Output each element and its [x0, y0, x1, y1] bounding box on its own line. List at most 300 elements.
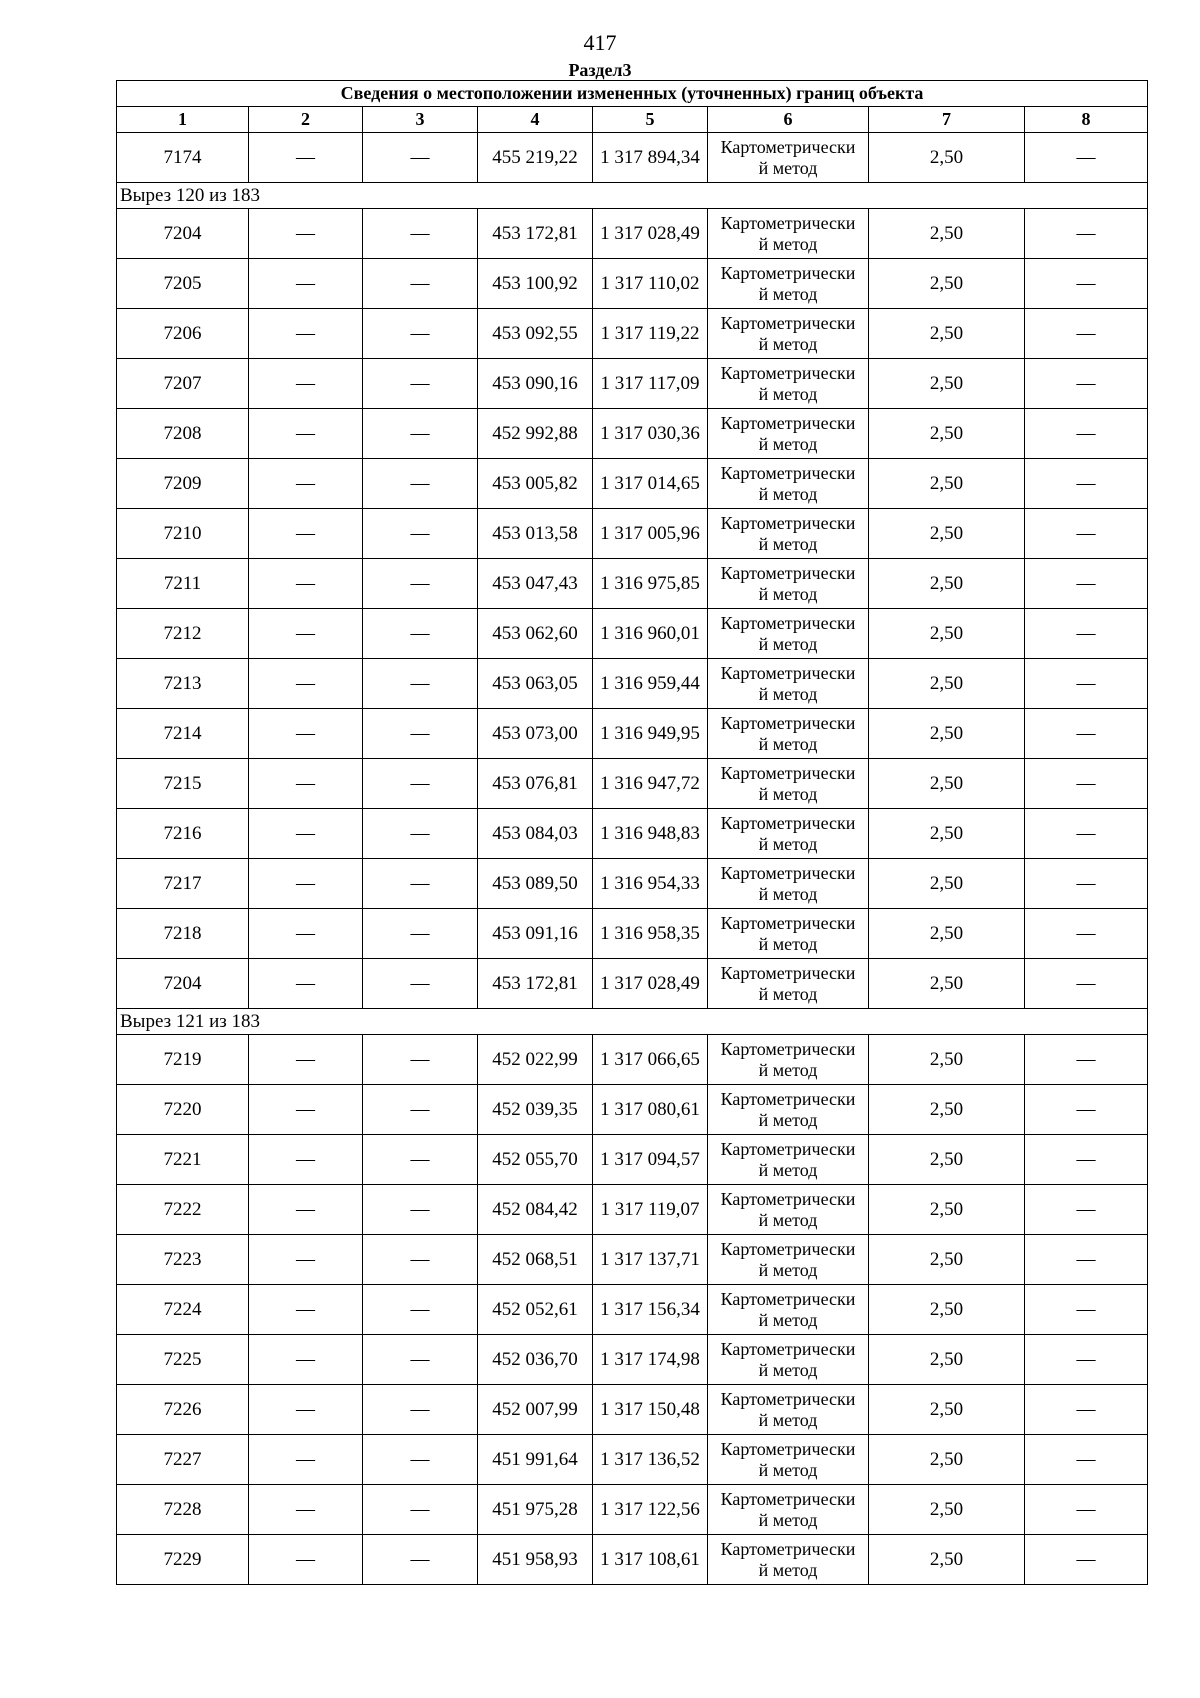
col3-dash-cell: —: [363, 1285, 478, 1335]
y-coordinate-cell: 1 316 949,95: [593, 709, 708, 759]
point-number-cell: 7224: [117, 1285, 249, 1335]
method-cell: [708, 1535, 869, 1585]
method-line2: й метод: [758, 633, 818, 654]
point-number-cell: 7226: [117, 1385, 249, 1435]
method-cell: [708, 1335, 869, 1385]
col3-dash-cell: —: [363, 309, 478, 359]
cutout-row: [117, 183, 1148, 209]
col2-dash-cell: —: [249, 133, 363, 183]
point-number-cell: 7204: [117, 959, 249, 1009]
point-number-cell: 7219: [117, 1035, 249, 1085]
col2-dash-cell: —: [249, 459, 363, 509]
y-coordinate-cell: 1 317 110,02: [593, 259, 708, 309]
accuracy-cell: 2,50: [869, 759, 1025, 809]
col8-dash-cell: —: [1025, 1335, 1148, 1385]
y-coordinate-cell: 1 317 080,61: [593, 1085, 708, 1135]
col8-dash-cell: —: [1025, 133, 1148, 183]
x-coordinate-cell: 453 005,82: [478, 459, 593, 509]
col2-dash-cell: —: [249, 1285, 363, 1335]
table-caption-row: [117, 81, 1148, 107]
accuracy-cell: 2,50: [869, 809, 1025, 859]
col3-dash-cell: —: [363, 1535, 478, 1585]
method-line2: й метод: [758, 1459, 818, 1480]
y-coordinate-cell: 1 317 156,34: [593, 1285, 708, 1335]
method-line2: й метод: [758, 733, 818, 754]
col8-dash-cell: —: [1025, 1235, 1148, 1285]
col3-dash-cell: —: [363, 1435, 478, 1485]
col3-dash-cell: —: [363, 1185, 478, 1235]
y-coordinate-cell: 1 317 119,07: [593, 1185, 708, 1235]
accuracy-cell: 2,50: [869, 1485, 1025, 1535]
point-number-cell: 7206: [117, 309, 249, 359]
method-line2: й метод: [758, 1559, 818, 1580]
method-cell: [708, 1235, 869, 1285]
method-line1: Картометрически: [720, 1088, 856, 1109]
col8-dash-cell: —: [1025, 1535, 1148, 1585]
col2-dash-cell: —: [249, 709, 363, 759]
method-line1: Картометрически: [720, 1388, 856, 1409]
point-number-cell: 7204: [117, 209, 249, 259]
method-line2: й метод: [758, 1259, 818, 1280]
y-coordinate-cell: 1 316 975,85: [593, 559, 708, 609]
col8-dash-cell: —: [1025, 409, 1148, 459]
accuracy-cell: 2,50: [869, 709, 1025, 759]
table-row: [117, 359, 1148, 409]
cutout-label: Вырез 121 из 183: [117, 1009, 1148, 1035]
table-row: [117, 509, 1148, 559]
col8-dash-cell: —: [1025, 209, 1148, 259]
col2-dash-cell: —: [249, 1035, 363, 1085]
col3-dash-cell: —: [363, 609, 478, 659]
point-number-cell: 7208: [117, 409, 249, 459]
method-line1: Картометрически: [720, 1238, 856, 1259]
table-row: [117, 1135, 1148, 1185]
accuracy-cell: 2,50: [869, 1535, 1025, 1585]
method-line1: Картометрически: [720, 1438, 856, 1459]
column-header: 3: [363, 107, 478, 133]
point-number-cell: 7229: [117, 1535, 249, 1585]
col3-dash-cell: —: [363, 909, 478, 959]
y-coordinate-cell: 1 317 150,48: [593, 1385, 708, 1435]
method-line1: Картометрически: [720, 1188, 856, 1209]
col8-dash-cell: —: [1025, 459, 1148, 509]
col3-dash-cell: —: [363, 1085, 478, 1135]
col3-dash-cell: —: [363, 259, 478, 309]
method-line1: Картометрически: [720, 562, 856, 583]
point-number-cell: 7217: [117, 859, 249, 909]
accuracy-cell: 2,50: [869, 909, 1025, 959]
table-row: [117, 209, 1148, 259]
method-line1: Картометрически: [720, 1338, 856, 1359]
col8-dash-cell: —: [1025, 759, 1148, 809]
col8-dash-cell: —: [1025, 1035, 1148, 1085]
y-coordinate-cell: 1 317 094,57: [593, 1135, 708, 1185]
col3-dash-cell: —: [363, 809, 478, 859]
col3-dash-cell: —: [363, 959, 478, 1009]
x-coordinate-cell: 453 063,05: [478, 659, 593, 709]
accuracy-cell: 2,50: [869, 409, 1025, 459]
y-coordinate-cell: 1 316 954,33: [593, 859, 708, 909]
col8-dash-cell: —: [1025, 1135, 1148, 1185]
point-number-cell: 7214: [117, 709, 249, 759]
accuracy-cell: 2,50: [869, 1435, 1025, 1485]
x-coordinate-cell: 453 172,81: [478, 209, 593, 259]
method-cell: [708, 309, 869, 359]
column-header-row: [117, 107, 1148, 133]
col3-dash-cell: —: [363, 559, 478, 609]
table-row: [117, 1535, 1148, 1585]
table-row: [117, 133, 1148, 183]
method-line2: й метод: [758, 433, 818, 454]
table-row: [117, 609, 1148, 659]
method-line2: й метод: [758, 1409, 818, 1430]
table-row: [117, 259, 1148, 309]
col8-dash-cell: —: [1025, 709, 1148, 759]
accuracy-cell: 2,50: [869, 1235, 1025, 1285]
method-line2: й метод: [758, 157, 818, 178]
col3-dash-cell: —: [363, 659, 478, 709]
point-number-cell: 7205: [117, 259, 249, 309]
col8-dash-cell: —: [1025, 609, 1148, 659]
col2-dash-cell: —: [249, 659, 363, 709]
col2-dash-cell: —: [249, 859, 363, 909]
method-line1: Картометрически: [720, 1288, 856, 1309]
col2-dash-cell: —: [249, 1135, 363, 1185]
col3-dash-cell: —: [363, 759, 478, 809]
col2-dash-cell: —: [249, 1335, 363, 1385]
accuracy-cell: 2,50: [869, 659, 1025, 709]
y-coordinate-cell: 1 316 948,83: [593, 809, 708, 859]
method-cell: [708, 259, 869, 309]
y-coordinate-cell: 1 317 122,56: [593, 1485, 708, 1535]
col8-dash-cell: —: [1025, 509, 1148, 559]
method-line2: й метод: [758, 333, 818, 354]
table-row: [117, 1435, 1148, 1485]
point-number-cell: 7215: [117, 759, 249, 809]
accuracy-cell: 2,50: [869, 509, 1025, 559]
y-coordinate-cell: 1 316 960,01: [593, 609, 708, 659]
method-cell: [708, 809, 869, 859]
accuracy-cell: 2,50: [869, 1335, 1025, 1385]
y-coordinate-cell: 1 316 959,44: [593, 659, 708, 709]
table-row: [117, 1085, 1148, 1135]
table-row: [117, 659, 1148, 709]
table-row: [117, 1385, 1148, 1435]
method-line1: Картометрически: [720, 762, 856, 783]
x-coordinate-cell: 452 036,70: [478, 1335, 593, 1385]
method-line1: Картометрически: [720, 812, 856, 833]
accuracy-cell: 2,50: [869, 259, 1025, 309]
col3-dash-cell: —: [363, 709, 478, 759]
accuracy-cell: 2,50: [869, 859, 1025, 909]
column-header: 1: [117, 107, 249, 133]
col2-dash-cell: —: [249, 759, 363, 809]
point-number-cell: 7223: [117, 1235, 249, 1285]
x-coordinate-cell: 452 007,99: [478, 1385, 593, 1435]
col3-dash-cell: —: [363, 1035, 478, 1085]
table-row: [117, 309, 1148, 359]
col8-dash-cell: —: [1025, 1285, 1148, 1335]
col8-dash-cell: —: [1025, 309, 1148, 359]
method-cell: [708, 359, 869, 409]
method-line1: Картометрически: [720, 1138, 856, 1159]
y-coordinate-cell: 1 317 014,65: [593, 459, 708, 509]
col2-dash-cell: —: [249, 1385, 363, 1435]
method-line1: Картометрически: [720, 1038, 856, 1059]
col2-dash-cell: —: [249, 309, 363, 359]
method-line2: й метод: [758, 1059, 818, 1080]
point-number-cell: 7225: [117, 1335, 249, 1385]
y-coordinate-cell: 1 317 066,65: [593, 1035, 708, 1085]
table-row: [117, 1335, 1148, 1385]
x-coordinate-cell: 452 084,42: [478, 1185, 593, 1235]
x-coordinate-cell: 453 013,58: [478, 509, 593, 559]
method-cell: [708, 133, 869, 183]
method-line1: Картометрически: [720, 262, 856, 283]
method-cell: [708, 859, 869, 909]
y-coordinate-cell: 1 317 030,36: [593, 409, 708, 459]
column-header: 4: [478, 107, 593, 133]
method-cell: [708, 209, 869, 259]
method-cell: [708, 1385, 869, 1435]
table-row: [117, 1185, 1148, 1235]
point-number-cell: 7210: [117, 509, 249, 559]
col2-dash-cell: —: [249, 1435, 363, 1485]
table-row: [117, 809, 1148, 859]
accuracy-cell: 2,50: [869, 1085, 1025, 1135]
y-coordinate-cell: 1 316 958,35: [593, 909, 708, 959]
method-line1: Картометрически: [720, 612, 856, 633]
method-cell: [708, 709, 869, 759]
method-line2: й метод: [758, 1109, 818, 1130]
table-row: [117, 959, 1148, 1009]
method-line1: Картометрически: [720, 312, 856, 333]
method-cell: [708, 459, 869, 509]
method-line2: й метод: [758, 1359, 818, 1380]
col2-dash-cell: —: [249, 209, 363, 259]
col8-dash-cell: —: [1025, 259, 1148, 309]
x-coordinate-cell: 451 975,28: [478, 1485, 593, 1535]
method-line2: й метод: [758, 283, 818, 304]
method-cell: [708, 1085, 869, 1135]
col2-dash-cell: —: [249, 1085, 363, 1135]
col2-dash-cell: —: [249, 1185, 363, 1235]
y-coordinate-cell: 1 317 174,98: [593, 1335, 708, 1385]
method-line2: й метод: [758, 1209, 818, 1230]
method-line1: Картометрически: [720, 512, 856, 533]
col3-dash-cell: —: [363, 1335, 478, 1385]
accuracy-cell: 2,50: [869, 459, 1025, 509]
col3-dash-cell: —: [363, 209, 478, 259]
table-row: [117, 1285, 1148, 1335]
table-row: [117, 909, 1148, 959]
accuracy-cell: 2,50: [869, 559, 1025, 609]
col3-dash-cell: —: [363, 1135, 478, 1185]
method-cell: [708, 609, 869, 659]
col2-dash-cell: —: [249, 259, 363, 309]
col2-dash-cell: —: [249, 1235, 363, 1285]
method-line2: й метод: [758, 583, 818, 604]
x-coordinate-cell: 453 089,50: [478, 859, 593, 909]
cutout-row: [117, 1009, 1148, 1035]
method-cell: [708, 1435, 869, 1485]
col8-dash-cell: —: [1025, 809, 1148, 859]
col3-dash-cell: —: [363, 509, 478, 559]
point-number-cell: 7227: [117, 1435, 249, 1485]
method-cell: [708, 659, 869, 709]
table-row: [117, 859, 1148, 909]
column-header: 8: [1025, 107, 1148, 133]
method-line1: Картометрически: [720, 912, 856, 933]
x-coordinate-cell: 452 039,35: [478, 1085, 593, 1135]
method-line2: й метод: [758, 533, 818, 554]
col2-dash-cell: —: [249, 809, 363, 859]
method-line1: Картометрически: [720, 362, 856, 383]
accuracy-cell: 2,50: [869, 1035, 1025, 1085]
table-row: [117, 709, 1148, 759]
x-coordinate-cell: 453 090,16: [478, 359, 593, 409]
method-line2: й метод: [758, 883, 818, 904]
method-cell: [708, 1285, 869, 1335]
accuracy-cell: 2,50: [869, 1185, 1025, 1235]
method-line2: й метод: [758, 1309, 818, 1330]
col3-dash-cell: —: [363, 359, 478, 409]
method-line2: й метод: [758, 683, 818, 704]
method-line1: Картометрически: [720, 712, 856, 733]
cutout-label: Вырез 120 из 183: [117, 183, 1148, 209]
col2-dash-cell: —: [249, 359, 363, 409]
x-coordinate-cell: 453 062,60: [478, 609, 593, 659]
point-number-cell: 7218: [117, 909, 249, 959]
accuracy-cell: 2,50: [869, 209, 1025, 259]
method-cell: [708, 1035, 869, 1085]
col2-dash-cell: —: [249, 559, 363, 609]
col8-dash-cell: —: [1025, 359, 1148, 409]
x-coordinate-cell: 453 091,16: [478, 909, 593, 959]
accuracy-cell: 2,50: [869, 1285, 1025, 1335]
method-line2: й метод: [758, 983, 818, 1004]
col2-dash-cell: —: [249, 409, 363, 459]
col8-dash-cell: —: [1025, 559, 1148, 609]
page-number: 417: [583, 30, 617, 55]
boundary-coordinates-table: [116, 80, 1148, 1585]
x-coordinate-cell: 453 092,55: [478, 309, 593, 359]
col8-dash-cell: —: [1025, 959, 1148, 1009]
column-header: 2: [249, 107, 363, 133]
col2-dash-cell: —: [249, 959, 363, 1009]
col3-dash-cell: —: [363, 133, 478, 183]
method-line1: Картометрически: [720, 862, 856, 883]
accuracy-cell: 2,50: [869, 309, 1025, 359]
point-number-cell: 7216: [117, 809, 249, 859]
method-cell: [708, 759, 869, 809]
x-coordinate-cell: 453 073,00: [478, 709, 593, 759]
column-header: 7: [869, 107, 1025, 133]
accuracy-cell: 2,50: [869, 1385, 1025, 1435]
accuracy-cell: 2,50: [869, 133, 1025, 183]
method-cell: [708, 1185, 869, 1235]
x-coordinate-cell: 452 022,99: [478, 1035, 593, 1085]
col2-dash-cell: —: [249, 909, 363, 959]
x-coordinate-cell: 452 055,70: [478, 1135, 593, 1185]
method-line2: й метод: [758, 783, 818, 804]
x-coordinate-cell: 452 992,88: [478, 409, 593, 459]
accuracy-cell: 2,50: [869, 609, 1025, 659]
accuracy-cell: 2,50: [869, 959, 1025, 1009]
col3-dash-cell: —: [363, 409, 478, 459]
table-row: [117, 1485, 1148, 1535]
method-line1: Картометрически: [720, 212, 856, 233]
point-number-cell: 7174: [117, 133, 249, 183]
col3-dash-cell: —: [363, 1235, 478, 1285]
method-line2: й метод: [758, 1159, 818, 1180]
y-coordinate-cell: 1 317 136,52: [593, 1435, 708, 1485]
column-header: 6: [708, 107, 869, 133]
y-coordinate-cell: 1 317 117,09: [593, 359, 708, 409]
point-number-cell: 7211: [117, 559, 249, 609]
x-coordinate-cell: 451 991,64: [478, 1435, 593, 1485]
method-line2: й метод: [758, 483, 818, 504]
y-coordinate-cell: 1 317 108,61: [593, 1535, 708, 1585]
method-line1: Картометрически: [720, 1538, 856, 1559]
col8-dash-cell: —: [1025, 859, 1148, 909]
x-coordinate-cell: 451 958,93: [478, 1535, 593, 1585]
x-coordinate-cell: 453 076,81: [478, 759, 593, 809]
accuracy-cell: 2,50: [869, 1135, 1025, 1185]
col8-dash-cell: —: [1025, 659, 1148, 709]
col8-dash-cell: —: [1025, 1085, 1148, 1135]
y-coordinate-cell: 1 317 894,34: [593, 133, 708, 183]
point-number-cell: 7207: [117, 359, 249, 409]
method-cell: [708, 409, 869, 459]
table-row: [117, 1035, 1148, 1085]
col8-dash-cell: —: [1025, 1385, 1148, 1435]
method-line2: й метод: [758, 1509, 818, 1530]
x-coordinate-cell: 453 047,43: [478, 559, 593, 609]
table-body: [117, 81, 1148, 1585]
col8-dash-cell: —: [1025, 1435, 1148, 1485]
point-number-cell: 7209: [117, 459, 249, 509]
method-line1: Картометрически: [720, 462, 856, 483]
method-cell: [708, 959, 869, 1009]
method-line1: Картометрически: [720, 662, 856, 683]
method-cell: [708, 509, 869, 559]
table-row: [117, 459, 1148, 509]
accuracy-cell: 2,50: [869, 359, 1025, 409]
method-line1: Картометрически: [720, 962, 856, 983]
point-number-cell: 7212: [117, 609, 249, 659]
col2-dash-cell: —: [249, 509, 363, 559]
col2-dash-cell: —: [249, 1535, 363, 1585]
x-coordinate-cell: 453 172,81: [478, 959, 593, 1009]
col8-dash-cell: —: [1025, 1185, 1148, 1235]
x-coordinate-cell: 452 052,61: [478, 1285, 593, 1335]
point-number-cell: 7228: [117, 1485, 249, 1535]
method-cell: [708, 1485, 869, 1535]
method-cell: [708, 1135, 869, 1185]
method-line1: Картометрически: [720, 136, 856, 157]
col3-dash-cell: —: [363, 859, 478, 909]
method-line1: Картометрически: [720, 412, 856, 433]
method-line2: й метод: [758, 383, 818, 404]
point-number-cell: 7222: [117, 1185, 249, 1235]
y-coordinate-cell: 1 317 028,49: [593, 209, 708, 259]
col3-dash-cell: —: [363, 459, 478, 509]
x-coordinate-cell: 453 084,03: [478, 809, 593, 859]
col3-dash-cell: —: [363, 1385, 478, 1435]
section-title: Раздел3: [568, 60, 632, 80]
y-coordinate-cell: 1 317 005,96: [593, 509, 708, 559]
